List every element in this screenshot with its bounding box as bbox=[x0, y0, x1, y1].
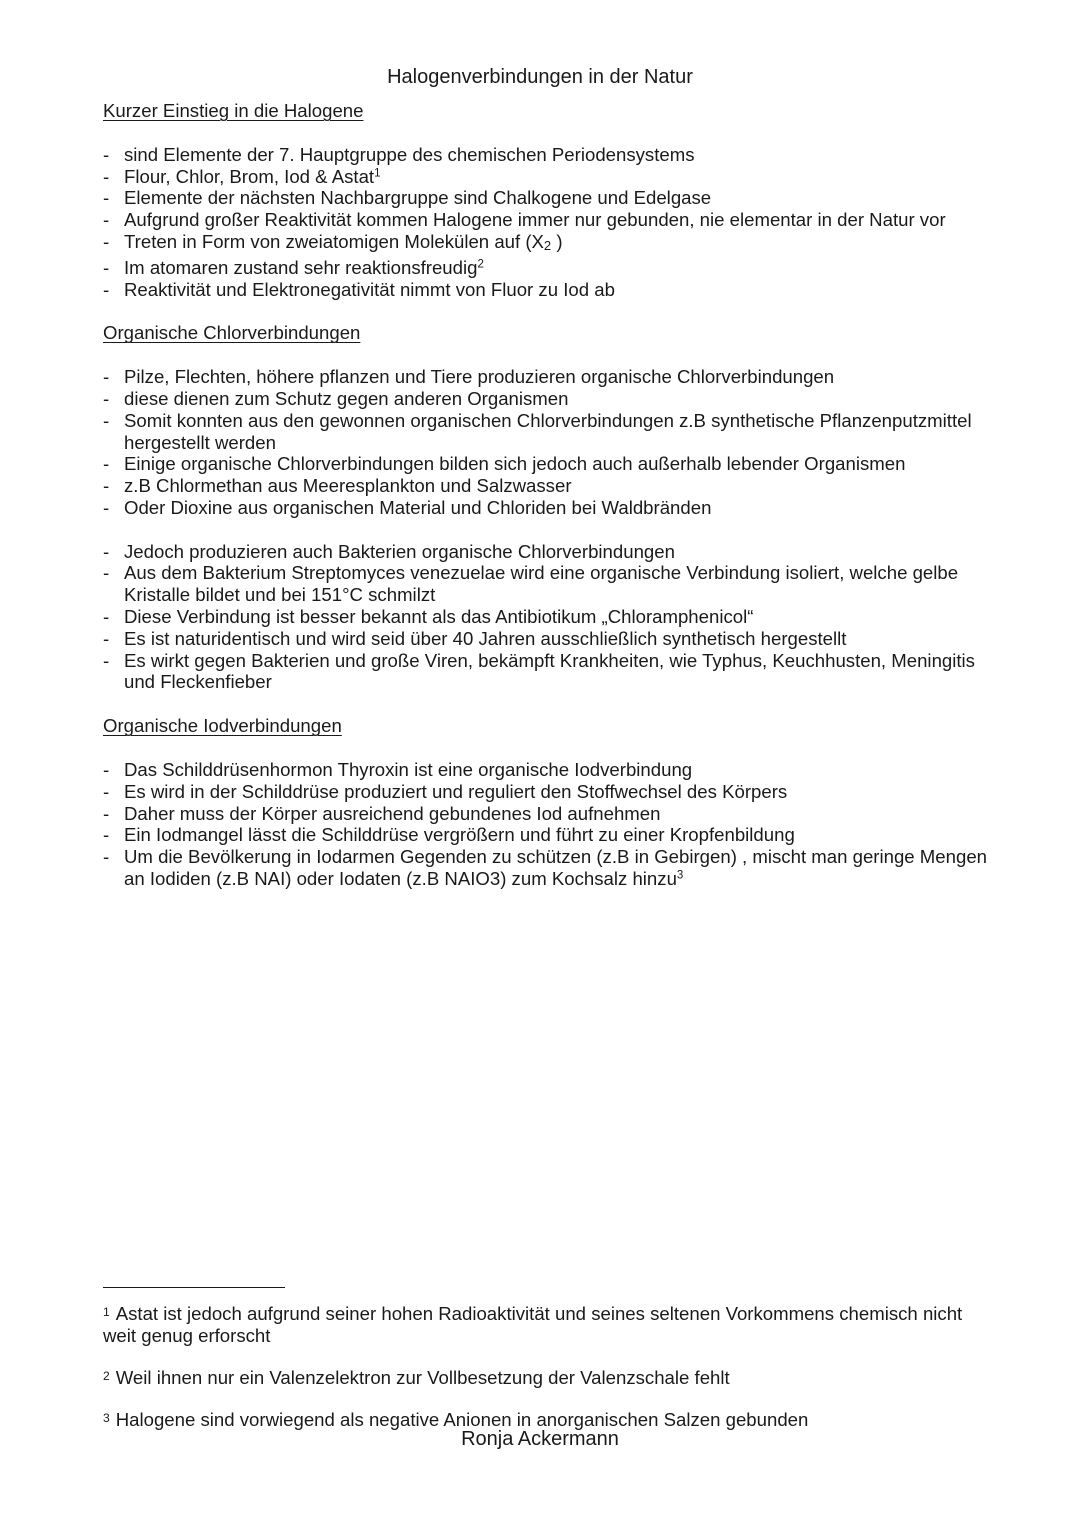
subscript: 2 bbox=[543, 237, 552, 253]
document-title: Halogenverbindungen in der Natur bbox=[387, 66, 693, 88]
list-item bbox=[103, 606, 993, 628]
list-item bbox=[103, 803, 993, 825]
list-item-text: Oder Dioxine aus organischen Material und Chloriden bei Waldbränden bbox=[124, 496, 712, 518]
list-item bbox=[103, 166, 993, 188]
list-item-text: Einige organische Chlorverbindungen bilden sich jedoch auch außerhalb lebender Organismen bbox=[124, 453, 906, 475]
list-item bbox=[103, 759, 993, 781]
footnote-mark: 2 bbox=[103, 1369, 110, 1384]
list-item bbox=[103, 231, 993, 257]
document-body bbox=[103, 100, 993, 890]
list-item bbox=[103, 846, 993, 890]
list-item bbox=[103, 541, 993, 563]
list-item-text: Diese Verbindung ist besser bekannt als das Antibiotikum „Chloramphenicol“ bbox=[124, 606, 754, 628]
footnote-ref: 3 bbox=[676, 869, 684, 882]
author-name: Ronja Ackermann bbox=[461, 1428, 619, 1450]
bullet-list-chlor-2 bbox=[103, 541, 993, 694]
section-heading-iod: Organische Iodverbindungen bbox=[103, 715, 342, 737]
list-item-text: diese dienen zum Schutz gegen anderen Organismen bbox=[124, 387, 569, 409]
list-item bbox=[103, 279, 993, 301]
list-item bbox=[103, 562, 993, 606]
list-item-text: Aus dem Bakterium Streptomyces venezuelae wird eine organische Verbindung isoliert, welche gelbe Kristalle bildet und bei 151°C schmilzt bbox=[124, 562, 959, 606]
list-item-text: Das Schilddrüsenhormon Thyroxin ist eine organische Iodverbindung bbox=[124, 759, 693, 781]
footnote-2 bbox=[103, 1365, 983, 1389]
list-item-text: z.B Chlormethan aus Meeresplankton und Salzwasser bbox=[124, 475, 572, 497]
footnote-divider bbox=[103, 1287, 285, 1288]
list-item-text: Somit konnten aus den gewonnen organischen Chlorverbindungen z.B synthetische Pflanzenputzmittel hergestellt werden bbox=[124, 409, 972, 453]
section-heading-halogene: Kurzer Einstieg in die Halogene bbox=[103, 100, 364, 121]
list-item bbox=[103, 388, 993, 410]
list-item-text: Es wirkt gegen Bakterien und große Viren, bekämpft Krankheiten, wie Typhus, Keuchhusten, Meningitis und Fleckenfieber bbox=[124, 649, 975, 693]
bullet-list-halogene bbox=[103, 144, 993, 301]
footnote-mark: 1 bbox=[103, 1305, 110, 1319]
list-item-text: ) bbox=[551, 230, 563, 252]
list-item-text: Es ist naturidentisch und wird seid über 40 Jahren ausschließlich synthetisch hergestellt bbox=[124, 627, 847, 649]
list-item-text: Pilze, Flechten, höhere pflanzen und Tiere produzieren organische Chlorverbindungen bbox=[124, 366, 835, 388]
list-item bbox=[103, 257, 993, 279]
list-item-text: Im atomaren zustand sehr reaktionsfreudig bbox=[124, 256, 478, 278]
list-item-text: Ein Iodmangel lässt die Schilddrüse vergrößern und führt zu einer Kropfenbildung bbox=[124, 824, 795, 846]
list-item bbox=[103, 410, 993, 454]
list-item bbox=[103, 144, 993, 166]
footnote-ref: 2 bbox=[477, 258, 484, 271]
list-item bbox=[103, 497, 993, 519]
list-item bbox=[103, 366, 993, 388]
list-item-text: Reaktivität und Elektronegativität nimmt von Fluor zu Iod ab bbox=[124, 278, 615, 300]
list-item-text: Treten in Form von zweiatomigen Molekülen auf (X bbox=[124, 230, 544, 252]
list-item bbox=[103, 209, 993, 231]
list-item bbox=[103, 475, 993, 497]
list-item-text: Daher muss der Körper ausreichend gebundenes Iod aufnehmen bbox=[124, 802, 661, 824]
list-item bbox=[103, 650, 993, 694]
list-item bbox=[103, 453, 993, 475]
bullet-list-iod bbox=[103, 759, 993, 890]
footnote-1 bbox=[103, 1301, 983, 1347]
list-item bbox=[103, 824, 993, 846]
footnote-text: Weil ihnen nur ein Valenzelektron zur Vollbesetzung der Valenzschale fehlt bbox=[115, 1367, 730, 1389]
list-item bbox=[103, 781, 993, 803]
footnote-text: Halogene sind vorwiegend als negative Anionen in anorganischen Salzen gebunden bbox=[115, 1409, 809, 1431]
footnote-mark: 3 bbox=[103, 1411, 110, 1426]
list-item-text: Aufgrund großer Reaktivität kommen Halogene immer nur gebunden, nie elementar in der Natur vor bbox=[124, 209, 946, 231]
section-heading-chlor: Organische Chlorverbindungen bbox=[103, 322, 361, 344]
list-item bbox=[103, 187, 993, 209]
list-item-text: sind Elemente der 7. Hauptgruppe des chemischen Periodensystems bbox=[124, 143, 695, 165]
list-item-text: Elemente der nächsten Nachbargruppe sind Chalkogene und Edelgase bbox=[124, 187, 712, 209]
list-item-text: Es wird in der Schilddrüse produziert und reguliert den Stoffwechsel des Körpers bbox=[124, 780, 788, 802]
list-item-text: Um die Bevölkerung in Iodarmen Gegenden zu schützen (z.B in Gebirgen) , mischt man geringe Mengen an Iodiden (z.B NAI) oder Iodaten (z.B NAIO3) zum Kochsalz hinzu bbox=[124, 846, 988, 890]
footnote-text: Astat ist jedoch aufgrund seiner hohen Radioaktivität und seines seltenen Vorkommens chemisch nicht weit genug erforscht bbox=[103, 1303, 963, 1347]
list-item-text: Flour, Chlor, Brom, Iod & Astat bbox=[124, 165, 375, 187]
bullet-list-chlor-1 bbox=[103, 366, 993, 519]
list-item-text: Jedoch produzieren auch Bakterien organische Chlorverbindungen bbox=[124, 540, 675, 562]
list-item bbox=[103, 628, 993, 650]
footnote-ref: 1 bbox=[374, 167, 381, 180]
